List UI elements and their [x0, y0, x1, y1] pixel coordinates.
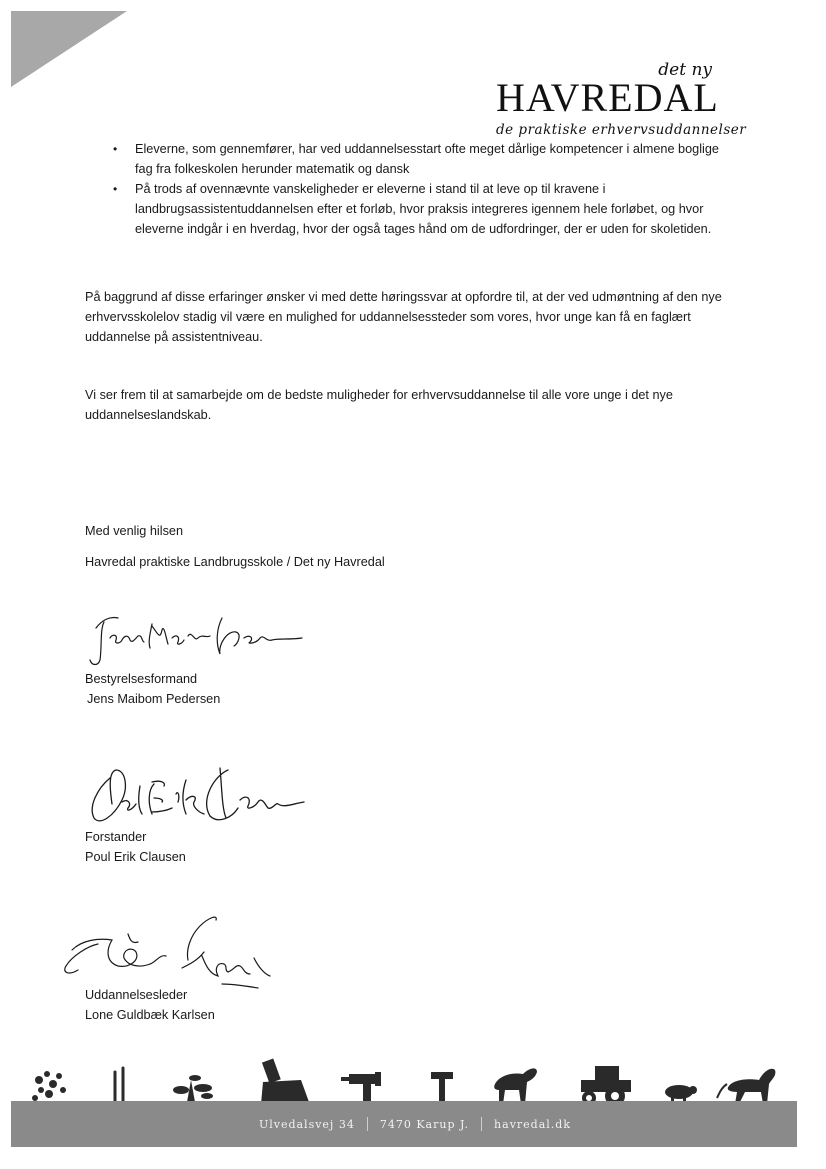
bullet-item — [113, 139, 721, 179]
signature-jens-maibom-pedersen — [88, 608, 318, 670]
signatory-name: Lone Guldbæk Karlsen — [85, 1008, 215, 1022]
logo-sub-text: de praktiske erhvervsuddannelser — [496, 122, 747, 138]
bullet-list — [113, 139, 721, 239]
signature-poul-erik-clausen — [82, 760, 312, 832]
tractor-icon — [581, 1066, 631, 1106]
lawn-mower-icon — [261, 1059, 309, 1106]
cow-icon — [494, 1068, 537, 1104]
signatory-name: Poul Erik Clausen — [85, 850, 186, 864]
footer-address: Ulvedalsvej 34 — [258, 1118, 355, 1131]
bullet-dot-icon: • — [113, 142, 118, 156]
hammer-icon — [431, 1072, 453, 1104]
corner-triangle-shape — [11, 11, 127, 87]
footer-separator — [367, 1117, 368, 1131]
horse-icon — [717, 1069, 775, 1104]
footer-illustration — [11, 1050, 797, 1106]
logo-top-text: det ny — [658, 60, 712, 80]
power-drill-icon — [341, 1072, 381, 1102]
footer-address-line — [11, 1117, 571, 1131]
signatory-title: Uddannelsesleder — [85, 988, 188, 1002]
bullet-item — [113, 179, 721, 239]
bullet-text: På trods af ovennævnte vanskeligheder er eleverne i stand til at leve op til kravene i landbrugsassistentuddannelsen efter et forløb, hvor praksis integreres igennem hele forløbet, og hvor eleverne indgår i en hverdag, hvor der også tages hånd om de udfordringer, der er uden for skoletiden. — [135, 182, 712, 236]
footer-separator — [481, 1117, 482, 1131]
closing-organization: Havredal praktiske Landbrugsskole / Det ny Havredal — [85, 555, 385, 569]
footer-web-link[interactable]: havredal.dk — [494, 1118, 571, 1131]
havredal-logo — [492, 58, 772, 144]
closing-greeting: Med venlig hilsen — [85, 524, 184, 538]
fork-knife-icon — [115, 1068, 123, 1104]
signatory-name: Jens Maibom Pedersen — [87, 692, 221, 706]
footer-city: 7470 Karup J. — [379, 1118, 470, 1131]
logo-main-text: HAVREDAL — [496, 75, 719, 120]
paragraph-consultation: På baggrund af disse erfaringer ønsker vi med dette høringssvar at opfordre til, at der ved udmøntning af den nye erhvervsskolelov stadig vil være en mulighed for uddannelsessteder som vores, hvor unge kan få en faglært uddannelse på assistentniveau. — [85, 290, 722, 344]
paragraph-cooperation: Vi ser frem til at samarbejde om de bedste muligheder for erhvervsuddannelse til alle vore unge i det nye uddannelseslandskab. — [85, 388, 673, 422]
flower-bush-icon — [32, 1071, 66, 1101]
footer-band — [11, 1101, 797, 1147]
signatory-title: Forstander — [85, 830, 147, 844]
herb-plant-icon — [173, 1075, 213, 1102]
signatory-title: Bestyrelsesformand — [85, 672, 198, 686]
signature-lone-guldbaek-karlsen — [58, 910, 278, 992]
bullet-dot-icon: • — [113, 182, 118, 196]
bullet-text: Eleverne, som gennemfører, har ved uddannelsesstart ofte meget dårlige kompetencer i almene boglige fag fra folkeskolen herunder matematik og dansk — [135, 142, 719, 176]
